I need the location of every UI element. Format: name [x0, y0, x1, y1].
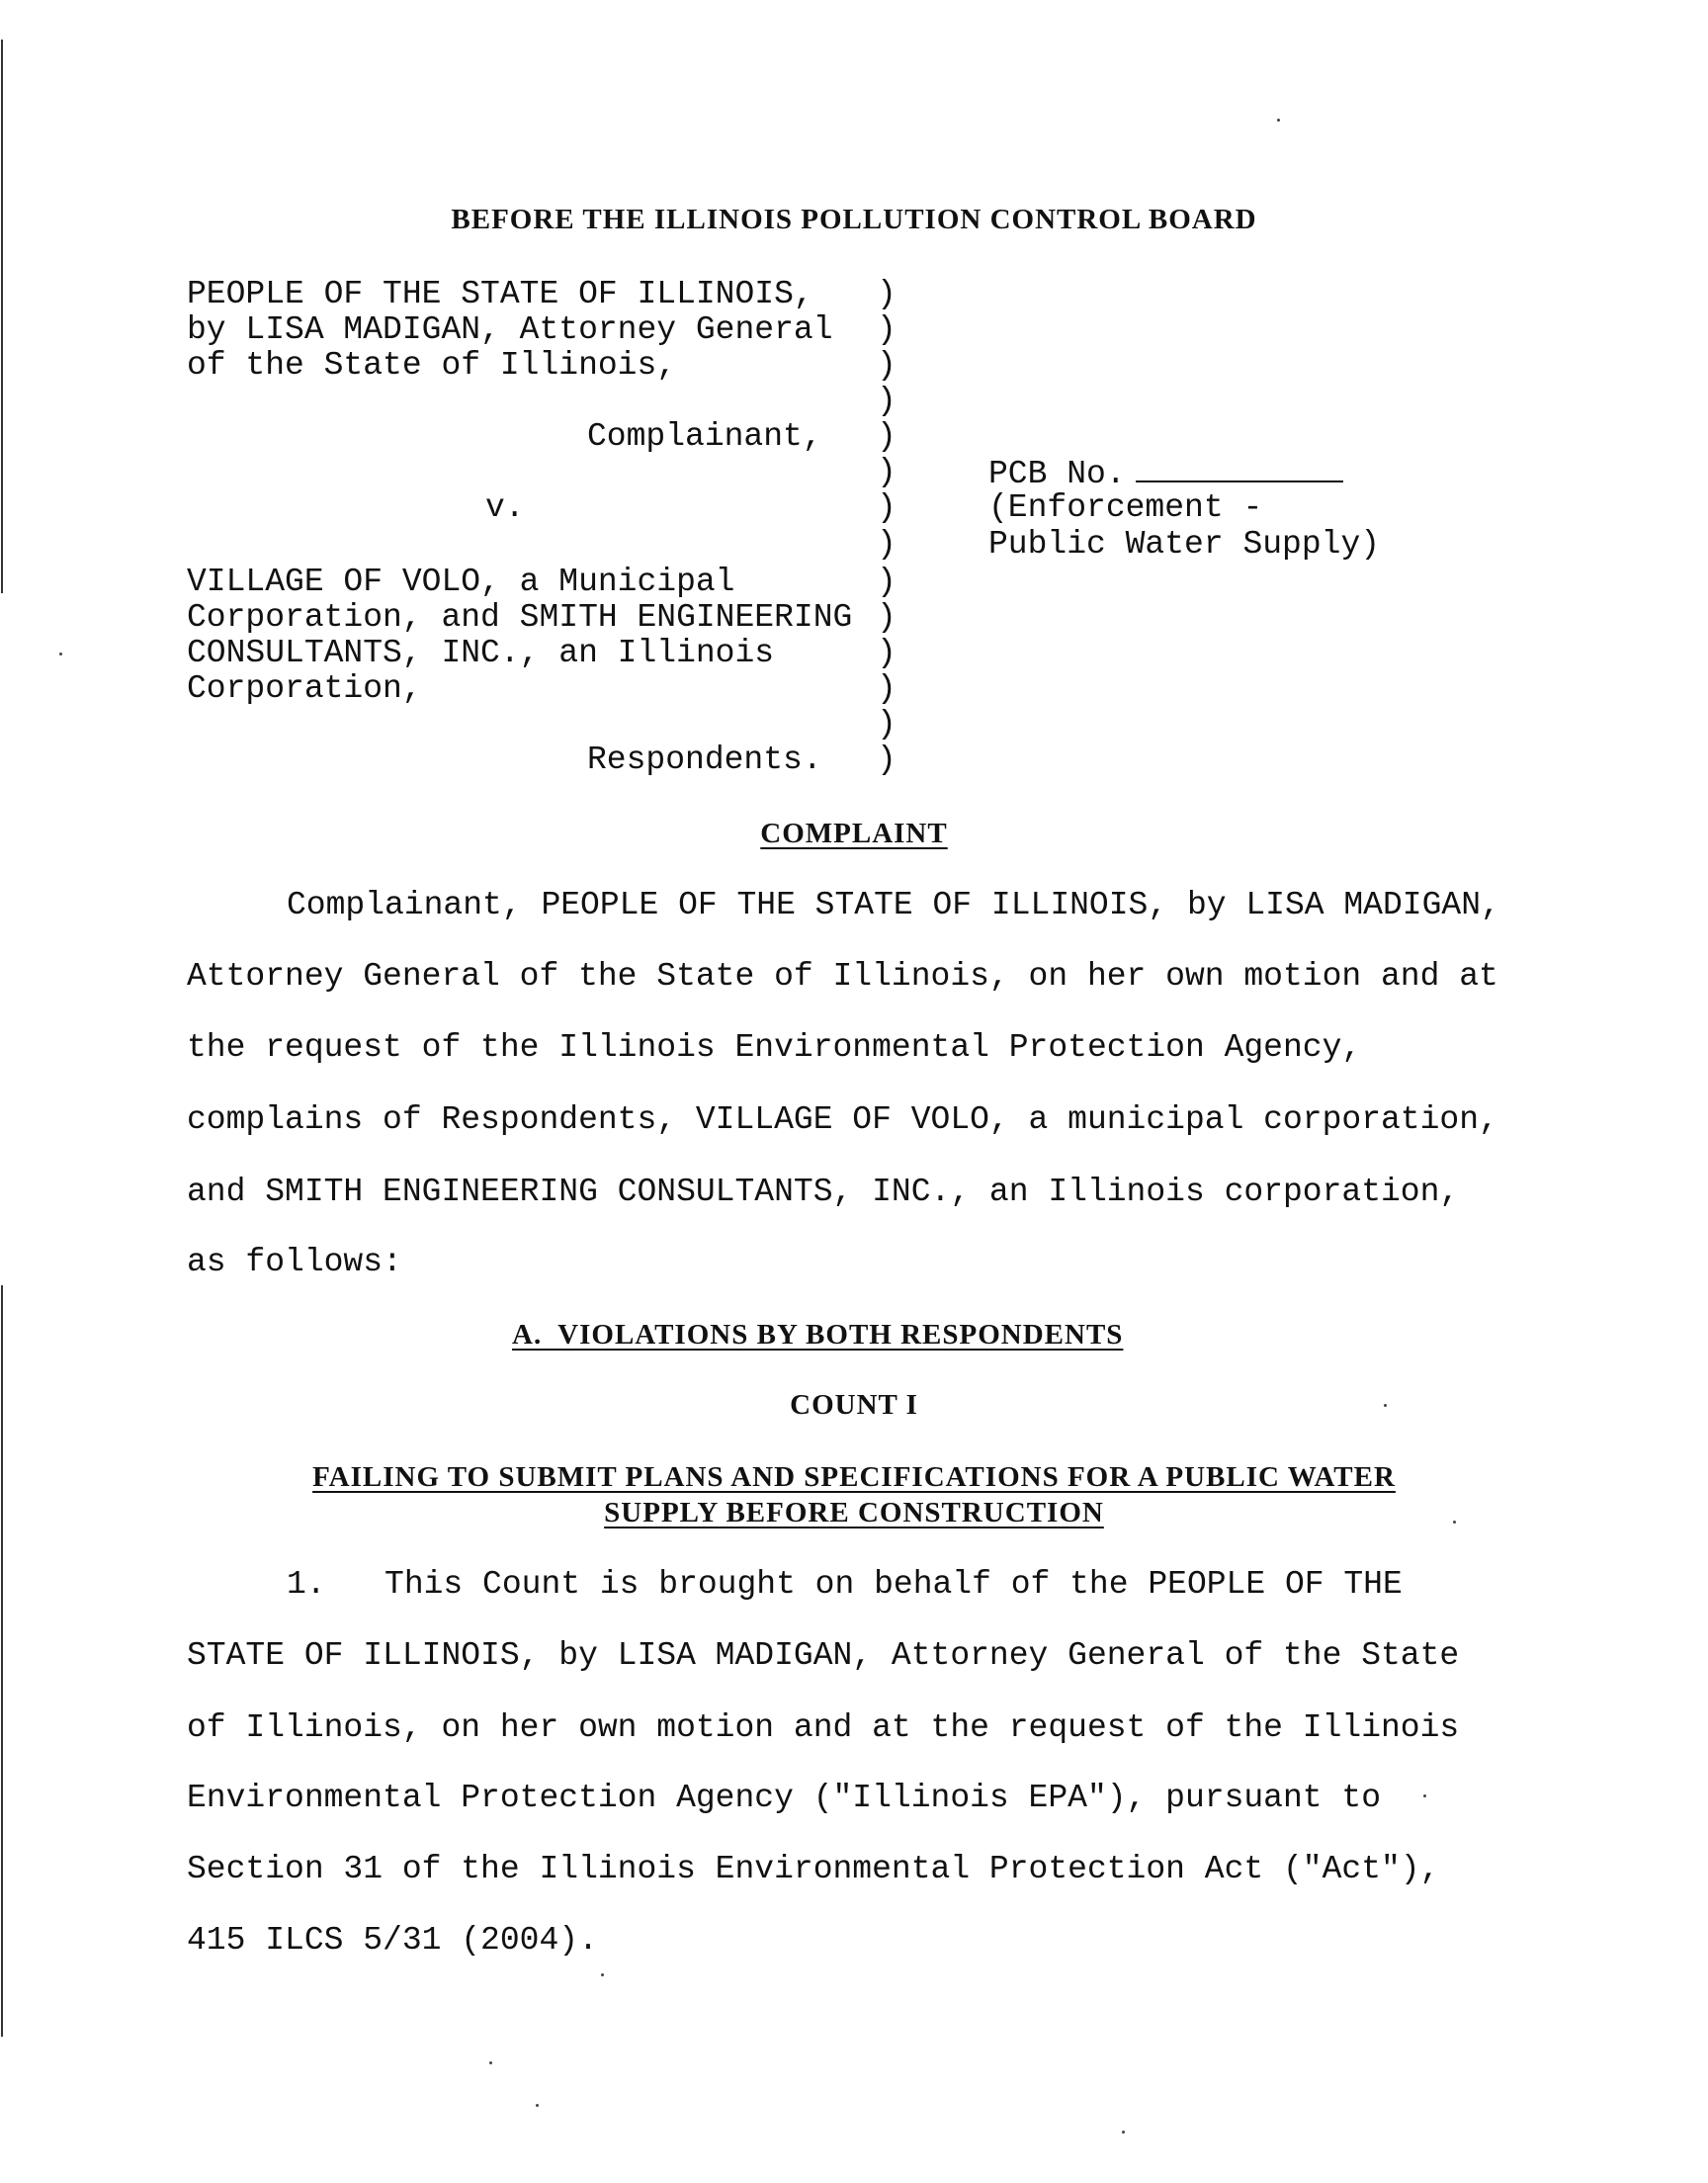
complainant-label: Complainant,: [587, 418, 822, 455]
caption-paren: ): [877, 670, 897, 707]
caption-paren: ): [877, 706, 897, 742]
pcb-number-blank: [1136, 455, 1343, 482]
scan-speck: [1423, 1794, 1426, 1797]
complaint-heading: COMPLAINT: [760, 818, 948, 849]
caption-paren: ): [877, 564, 897, 600]
complainant-line: of the State of Illinois,: [187, 347, 677, 384]
scan-speck: [1384, 1404, 1387, 1407]
paragraph-line: 415 ILCS 5/31 (2004).: [187, 1922, 598, 1959]
caption-paren: ): [877, 418, 897, 455]
paragraph-line: Environmental Protection Agency ("Illinois EPA"), pursuant to: [187, 1780, 1381, 1816]
scan-speck: [536, 2104, 539, 2107]
complainant-line: PEOPLE OF THE STATE OF ILLINOIS,: [187, 276, 813, 312]
section-a-heading: A. VIOLATIONS BY BOTH RESPONDENTS: [512, 1319, 1124, 1351]
respondent-line: VILLAGE OF VOLO, a Municipal: [187, 564, 735, 600]
caption-paren: ): [877, 635, 897, 671]
case-type-line: (Enforcement -: [988, 489, 1263, 526]
count-title-line: FAILING TO SUBMIT PLANS AND SPECIFICATIONS FOR A PUBLIC WATER: [312, 1461, 1396, 1493]
intro-line: and SMITH ENGINEERING CONSULTANTS, INC., an Illinois corporation,: [187, 1174, 1460, 1210]
intro-line: Complainant, PEOPLE OF THE STATE OF ILLINOIS, by LISA MADIGAN,: [287, 887, 1500, 923]
caption-paren: ): [877, 276, 897, 312]
paragraph-line: 1. This Count is brought on behalf of the PEOPLE OF THE: [287, 1566, 1403, 1603]
caption-paren: ): [877, 311, 897, 348]
scan-speck: [601, 1973, 604, 1976]
scan-margin-line: [1, 40, 3, 593]
intro-line: the request of the Illinois Environmental Protection Agency,: [187, 1029, 1362, 1066]
case-type-line: Public Water Supply): [988, 526, 1381, 563]
intro-line: Attorney General of the State of Illinois, on her own motion and at: [187, 958, 1498, 995]
caption-paren: ): [877, 489, 897, 526]
scan-speck: [1453, 1521, 1456, 1524]
intro-line: as follows:: [187, 1244, 402, 1280]
respondent-label: Respondents.: [587, 742, 822, 778]
caption-paren: ): [877, 742, 897, 778]
caption-paren: ): [877, 599, 897, 636]
respondent-line: Corporation,: [187, 670, 422, 707]
caption-paren: ): [877, 347, 897, 384]
versus-label: v.: [485, 489, 525, 526]
pcb-number-row: [988, 455, 1343, 492]
board-title: BEFORE THE ILLINOIS POLLUTION CONTROL BOARD: [451, 204, 1257, 235]
count-heading: COUNT I: [790, 1389, 918, 1421]
scan-speck: [489, 2061, 492, 2064]
scan-speck: [1122, 2131, 1125, 2134]
pcb-number-label: PCB No.: [988, 456, 1126, 492]
caption-paren: ): [877, 454, 897, 490]
scan-speck: [59, 653, 62, 655]
paragraph-line: STATE OF ILLINOIS, by LISA MADIGAN, Attorney General of the State: [187, 1637, 1460, 1674]
caption-paren: ): [877, 383, 897, 419]
complainant-line: by LISA MADIGAN, Attorney General: [187, 311, 833, 348]
scan-speck: [1277, 119, 1280, 122]
count-title-line: SUPPLY BEFORE CONSTRUCTION: [604, 1497, 1104, 1528]
paragraph-line: of Illinois, on her own motion and at the request of the Illinois: [187, 1709, 1460, 1746]
paragraph-line: Section 31 of the Illinois Environmental Protection Act ("Act"),: [187, 1851, 1440, 1887]
intro-line: complains of Respondents, VILLAGE OF VOLO, a municipal corporation,: [187, 1101, 1498, 1138]
respondent-line: Corporation, and SMITH ENGINEERING: [187, 599, 853, 636]
caption-paren: ): [877, 526, 897, 563]
respondent-line: CONSULTANTS, INC., an Illinois: [187, 635, 775, 671]
